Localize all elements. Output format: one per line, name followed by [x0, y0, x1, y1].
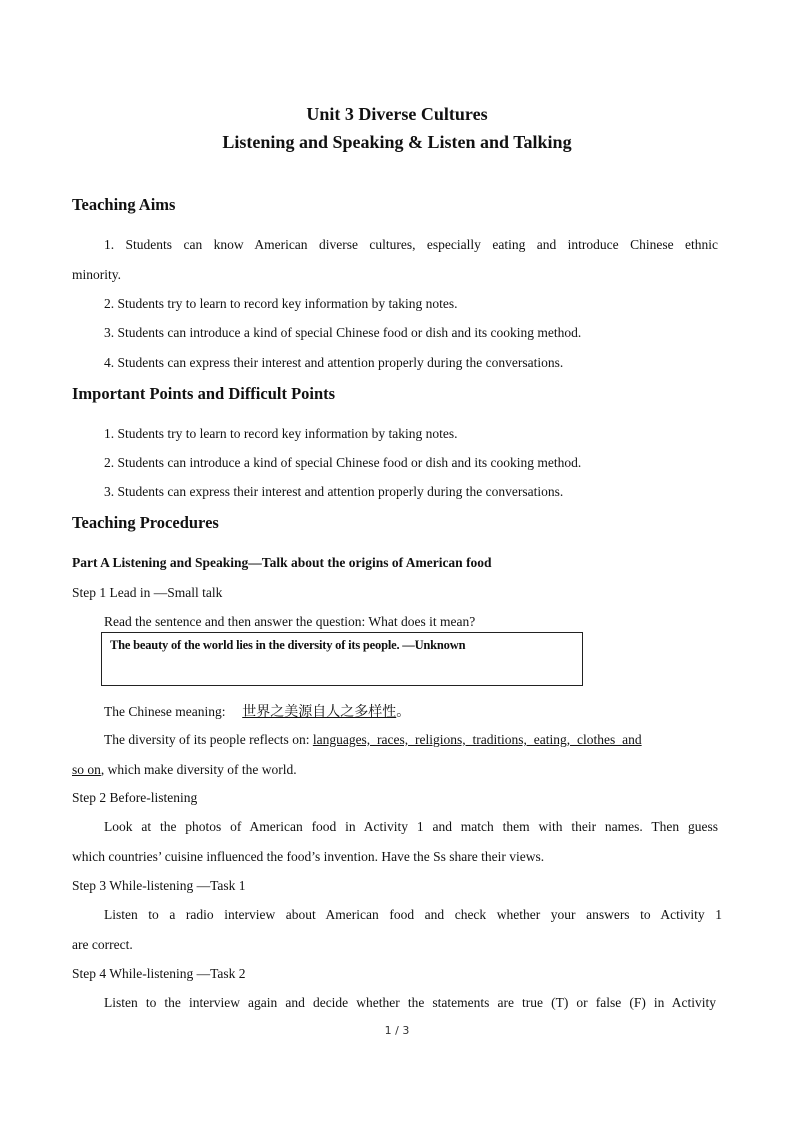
diversity-prefix: The diversity of its people reflects on:	[104, 732, 310, 747]
diversity-line-2	[72, 762, 297, 778]
chinese-meaning-answer: 世界之美源自人之多样性	[242, 704, 397, 720]
aim-item-2: 2. Students try to learn to record key information by taking notes.	[104, 296, 458, 311]
document-title: Unit 3 Diverse Cultures	[306, 104, 488, 124]
section-heading-important-points: Important Points and Difficult Points	[72, 384, 336, 403]
step-3-text-line-2: are correct.	[72, 937, 133, 952]
point-item-2: 2. Students can introduce a kind of special Chinese food or dish and its cooking method.	[104, 455, 582, 470]
aim-item-1: 1. Students can know American diverse cultures, especially eating and introduce Chinese ethnic	[104, 237, 718, 252]
aim-item-3: 3. Students can introduce a kind of special Chinese food or dish and its cooking method.	[104, 325, 582, 340]
step-2-text-line-2: which countries’ cuisine influenced the food’s invention. Have the Ss share their views.	[72, 849, 545, 864]
page-number: 1 / 3	[384, 1024, 410, 1037]
step-3-text-line-1: Listen to a radio interview about American food and check whether your answers to Activity 1	[104, 907, 722, 922]
step-1-heading: Step 1 Lead in —Small talk	[72, 585, 223, 600]
part-a-heading: Part A Listening and Speaking—Talk about the origins of American food	[72, 555, 492, 570]
quote-text: The beauty of the world lies in the diversity of its people. —Unknown	[110, 638, 466, 652]
diversity-items-cont: so on	[72, 762, 101, 777]
step-2-text-line-1: Look at the photos of American food in Activity 1 and match them with their names. Then guess	[104, 819, 718, 834]
point-item-3: 3. Students can express their interest and attention properly during the conversations.	[104, 484, 564, 499]
step-3-heading: Step 3 While-listening —Task 1	[72, 878, 246, 893]
aim-item-1-cont: minority.	[72, 267, 121, 282]
diversity-suffix: , which make diversity of the world.	[100, 762, 297, 777]
chinese-meaning-label: The Chinese meaning:	[104, 704, 226, 719]
document-subtitle: Listening and Speaking & Listen and Talking	[222, 132, 572, 152]
step-1-instruction: Read the sentence and then answer the question: What does it mean?	[104, 614, 476, 629]
point-item-1: 1. Students try to learn to record key information by taking notes.	[104, 426, 458, 441]
step-2-heading: Step 2 Before-listening	[72, 790, 198, 805]
section-heading-procedures: Teaching Procedures	[72, 513, 219, 532]
chinese-period: 。	[396, 704, 411, 720]
chinese-meaning-line	[104, 701, 410, 721]
diversity-items: languages, races, religions, traditions, eating, clothes and	[312, 732, 642, 747]
aim-item-4: 4. Students can express their interest and attention properly during the conversations.	[104, 355, 564, 370]
section-heading-teaching-aims: Teaching Aims	[72, 195, 176, 214]
step-4-heading: Step 4 While-listening —Task 2	[72, 966, 246, 981]
step-4-text-line-1: Listen to the interview again and decide whether the statements are true (T) or false (F) in Activity	[104, 995, 716, 1010]
diversity-line-1	[104, 732, 721, 748]
